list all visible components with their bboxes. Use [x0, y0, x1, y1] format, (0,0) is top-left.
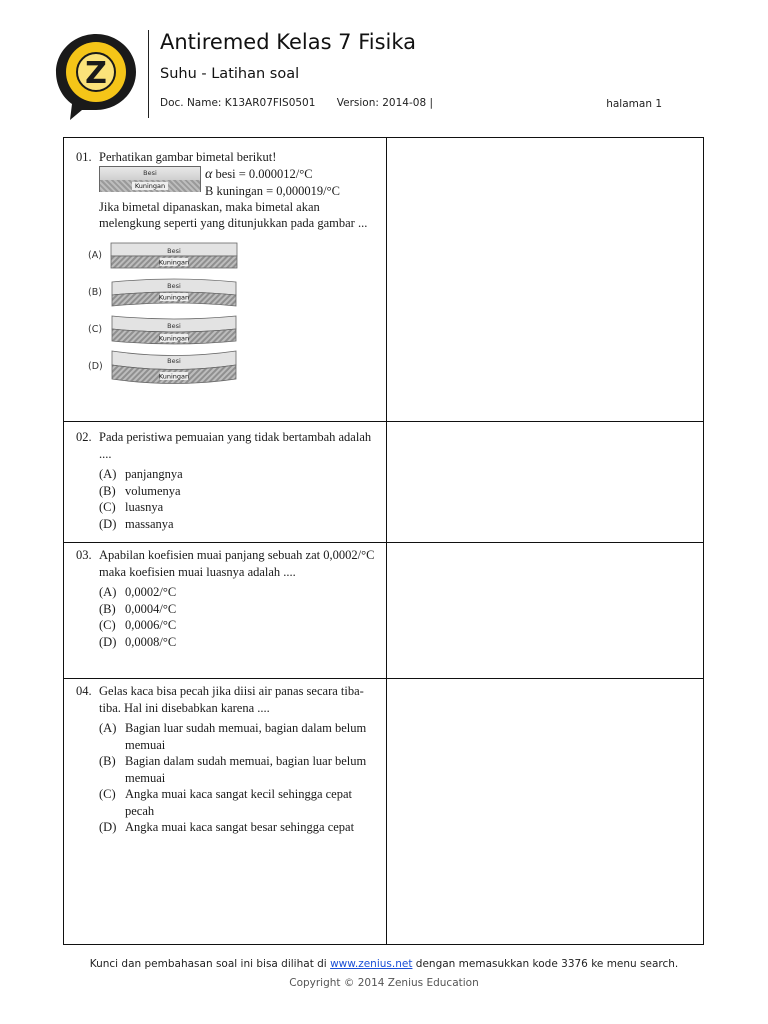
option-d: (D) Angka muai kaca sangat besar sehingga cepat [99, 820, 355, 834]
figure-top-label: Besi [167, 357, 181, 365]
bimetal-straight-figure [110, 242, 238, 270]
question-2 [76, 429, 376, 532]
page-number: halaman 1 [606, 98, 662, 110]
row-divider [64, 678, 703, 679]
option-list [99, 584, 376, 650]
strip-top-label: Besi [100, 167, 200, 180]
zenius-logo [52, 30, 140, 122]
option-b: (B) 0,0004/°C [99, 601, 177, 616]
question-table [63, 137, 704, 945]
footer-suffix: dengan memasukkan kode 3376 ke menu search. [415, 958, 679, 970]
option-b: (B) Bagian dalam sudah memuai, bagian luar belum memuai [99, 754, 367, 785]
zenius-link[interactable]: www.zenius.net [330, 958, 413, 970]
option-d: (D) 0,0008/°C [99, 634, 177, 649]
choice-c [88, 312, 376, 349]
coef-kuningan: B kuningan = 0,000019/°C [205, 183, 340, 198]
option-c: (C) luasnya [99, 500, 164, 514]
question-text: Pada peristiwa pemuaian yang tidak bertambah adalah .... [99, 430, 372, 461]
option-a: (A) 0,0002/°C [99, 585, 177, 599]
answer-column-divider [386, 138, 387, 944]
figure-choices [88, 238, 376, 386]
option-list [99, 466, 376, 532]
footer-prefix: Kunci dan pembahasan soal ini bisa dilihat di [89, 958, 327, 970]
figure-bottom-label: Kuningan [158, 372, 190, 381]
question-number: 01. [76, 150, 92, 164]
option-b: (B) volumenya [99, 483, 181, 498]
alpha-symbol: α [205, 166, 213, 182]
figure-bottom-label: Kuningan [158, 293, 190, 302]
page-title: Antiremed Kelas 7 Fisika [160, 30, 417, 54]
question-text: Apabilan koefisien muai panjang sebuah zat 0,0002/°C maka koefisien muai luasnya adalah .... [99, 548, 375, 579]
row-divider [64, 421, 703, 422]
option-a: (A) panjangnya [99, 467, 183, 481]
figure-top-label: Besi [167, 282, 181, 290]
figure-top-label: Besi [167, 247, 181, 255]
row-divider [64, 542, 703, 543]
question-3 [76, 547, 376, 650]
doc-version: Version: 2014-08 | [336, 97, 433, 109]
figure-bottom-label: Kuningan [158, 334, 190, 343]
doc-name: Doc. Name: K13AR07FIS0501 [160, 97, 316, 109]
choice-d [88, 349, 376, 386]
question-number: 04. [76, 684, 92, 698]
option-list [99, 720, 376, 836]
page-subtitle: Suhu - Latihan soal [160, 66, 300, 82]
copyright: Copyright © 2014 Zenius Education [289, 977, 479, 989]
choice-b [88, 275, 376, 312]
bimetal-figure-row [99, 166, 376, 199]
option-a: (A) Bagian luar sudah memuai, bagian dalam belum memuai [99, 721, 367, 752]
choice-a [88, 238, 376, 275]
question-text-continued: Jika bimetal dipanaskan, maka bimetal akan melengkung seperti yang ditunjukkan pada gambar ... [99, 199, 368, 230]
coefficients [205, 166, 340, 199]
logo-letter: Z [85, 56, 107, 91]
option-c: (C) 0,0006/°C [99, 618, 177, 632]
choice-label: (C) [88, 323, 103, 335]
choice-label: (A) [88, 249, 102, 261]
option-c: (C) Angka muai kaca sangat kecil sehingga cepat pecah [99, 787, 352, 818]
footer-note [0, 958, 768, 970]
coef-besi: besi = 0.000012/°C [215, 166, 313, 181]
figure-top-label: Besi [167, 322, 181, 330]
question-text: Perhatikan gambar bimetal berikut! [99, 150, 277, 164]
question-text: Gelas kaca bisa pecah jika diisi air panas secara tiba-tiba. Hal ini disebabkan karena .... [99, 684, 364, 715]
strip-bottom-label: Kuningan [132, 182, 168, 190]
question-4 [76, 683, 376, 836]
question-number: 02. [76, 430, 92, 444]
bimetal-bent-up-figure [110, 314, 238, 346]
doc-info [160, 97, 433, 109]
header-divider [148, 30, 149, 118]
figure-bottom-label: Kuningan [158, 258, 190, 267]
choice-label: (D) [88, 360, 103, 372]
question-number: 03. [76, 548, 92, 562]
bimetal-bent-down-figure [110, 278, 238, 308]
question-1 [76, 149, 376, 386]
bimetal-strip [99, 166, 201, 192]
choice-label: (B) [88, 286, 102, 298]
bimetal-curved-figure [110, 350, 238, 384]
option-d: (D) massanya [99, 516, 174, 531]
